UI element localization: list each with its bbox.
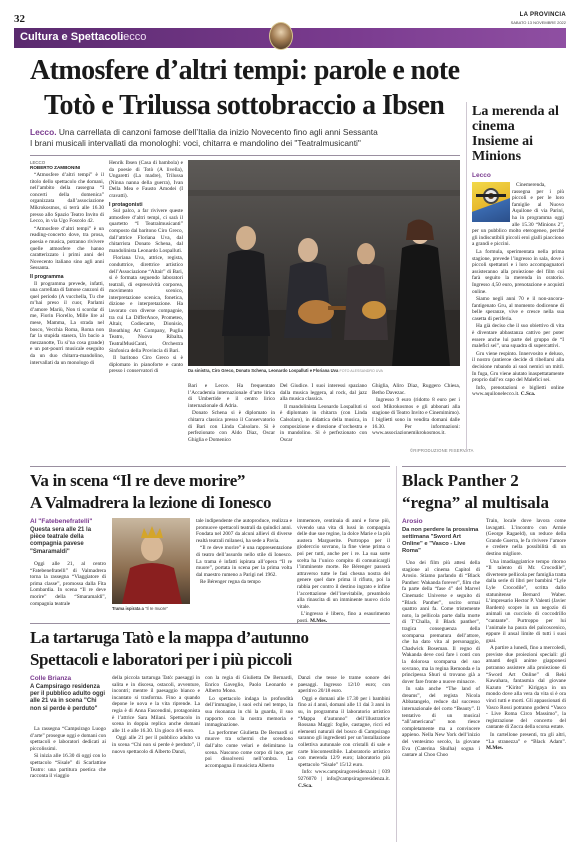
paragraph: tale indipendente che autoproduce, realizza e promuove spettacoli teatrali da quindici anni. Fondata nel 2007 da alcuni allievi di diverse realtà teatrali milanesi, ha sede a Pavia. <box>196 518 292 544</box>
copyright-note: ©RIPRODUZIONE RISERVATA <box>410 448 474 453</box>
photo-caption-lead: Trama ispirata a <box>112 606 144 611</box>
main-col-1 <box>30 160 104 450</box>
paragraph <box>298 769 390 789</box>
section-banner <box>14 28 566 48</box>
tato-kicker: Colle Brianza <box>30 675 72 682</box>
paragraph: Oggi alle 21, al centro “Fatebenefratelli” di Valmadrera torna la rassegna “Viaggiatore di prima classe”, promossa dalla Fita Lombardia. In scena “Il re deve morire” della “Smaramaldi”, compagnia teatrale <box>30 561 106 607</box>
lead-text-2: I brani musicali intervallati da monologhi: voci, chitarra e mandolino dei "Teatralmusicanti" <box>30 138 361 148</box>
king-illustration <box>112 518 190 604</box>
info-text: L’ingresso è libero, fino a esaurimento posti. <box>297 611 390 624</box>
info-text: Info, prenotazioni e biglietti online www.aquilonelecco.it. <box>472 384 564 398</box>
panther-headline-2: “regna” al multisala <box>402 493 550 512</box>
minions-headline: La merenda al cinema Insieme ai Minions <box>472 104 559 164</box>
paragraph: Lo spettacolo indaga la profondità dell’immagine, i suoi echi nel tempo, la sua risonanza in chi la guarda, il suo rapporto con la nostra memoria e immaginazione. <box>205 695 293 729</box>
performer-figure <box>344 243 388 340</box>
performer-figure <box>392 219 450 366</box>
main-headline-2: Totò e Trilussa sottobraccio a Ibsen <box>44 90 445 121</box>
panther-col-1 <box>402 560 480 842</box>
paragraph: Train, locale dove lavora come lavagatti. L’incontro con Armie (George Ragaeld), un reduce della Grande Guerra, le fa rivivere l’amore e credere nella possibilità di un destino migliore. <box>486 518 566 557</box>
paragraph: Floriana Uva, attrice, regista, conduttrice, direttrice artistico dell’Associazione “Altair” di Bari, si è formata seguendo laboratori teatrali, di espressività corporea, movimento scenico, interpretazione scenica, fonetica, dizione e interpretazione. Ha lavorato con diverse compagnie, tra cui La DifferAnce, Prometeo, Altair, Codiecarte, Dionisio, Breathing Art Company, Puglia Teatro, Nuova Ribalta, TeatralMusiCanti, Orchestra Sinfonica della Provincia di Bari. <box>109 255 183 354</box>
paragraph: La performer Giulietta De Bernardi si muove tra schermi che scendono dall’alto come velari e delimitano la scena. Nascono come corpo di luce, per poi dissolversi nell’ombra. La accompagna il musicista Alberto <box>205 729 293 769</box>
issue-date: SABATO 13 NOVEMBRE 2022 <box>510 20 566 25</box>
main-col-1-text <box>30 172 104 366</box>
tato-col-1 <box>30 726 106 840</box>
paragraph: Henrik Ibsen (Casa di bambola) e da poesie di Totò (A livella), Ungaretti (La madre), Trilussa (Ninna nanna della guerra), Ivan Della Mea e Fausto Amodei (I cravatti). <box>109 160 183 199</box>
ionesco-col-2 <box>196 518 292 618</box>
panther-lede: Da non perdere la prossima settimana "Sword Art Online" e "Vasco - Live Roma" <box>402 527 479 554</box>
tato-col-2 <box>112 675 200 840</box>
subheading: Il programma <box>30 273 64 280</box>
paragraph: Re Bérenger regna da tempo <box>200 579 261 586</box>
paragraph: Ingresso 9 euro (ridotto 8 euro per i soci Mikrokosmos e gli abbonati alla stagione di Teatro Invito e Cinemimimo). I biglietti sono in vendita domani dalle 16.30. Per informazioni: www.associazionemikrokosmos.it. <box>372 397 460 437</box>
paragraph: Si inizia alle 16.30 di oggi con lo spettacolo “Sisale” di Scarlattine Teatro: una partitura poetica che racconta il viaggio <box>30 753 106 780</box>
performer-figure <box>222 226 270 366</box>
tato-col-4 <box>298 675 390 840</box>
main-headline-1: Atmosfere d’altri tempi: parole e note <box>30 55 460 86</box>
paragraph: Oggi e domani alle 17.30 per i bambini fino ai 4 anni, domani alle 11 dai 3 anni in su, in programma il laboratorio artistico “Mappa d’autunno” dell’illustratrice Rossana Maggi: foglie, castagne, ricci ed elementi naturali del bosco di Campsirago saranno gli ingredienti per un’installazione collettiva autunnale con cristalli di sale e carte biocomestibile. Laboratorio artistico con merenda 12/9 euro; laboratorio più spettacolo “Sisale” 15/12 euro. <box>298 695 390 768</box>
paragraph: Gru viene respinto. Innervosito e deluso, il nostro (antieroe decide di ribellarsi alla decisione rubando ai suoi nemici un mitil. In fuga, Gru viene aiutato inaspettatamente proprio dall’ex capo del Malefici sei. <box>472 350 564 384</box>
paragraph: Sul palco, a far rivivere queste atmosfere d’altri tempi, ci sarà il quartetto “I Teatralmusicanti” composto dal baritono Ciro Greco, dall’attrice Floriana Uva, dal chitarrista Donato Schena, dal mandolinista Leonardo Lospalluti. <box>109 208 183 254</box>
paragraph: “Atmosfere d’altri tempi” è il titolo dello spettacolo che domani, nell’ambito della rassegna “I concerti della domenica” organizzata dall’associazione Mikrokosmos, si terrà alle 16.30 presso allo Spazio Teatro Invito di Lecco, in via Ugo Foscolo 42. <box>30 172 104 225</box>
performers-photo <box>188 160 460 378</box>
tato-lede: A Campsirago residenza per il pubblico adulto oggi alle 21 va in scena "Chi non si perde è perduto" <box>30 684 105 712</box>
section-city: Lecco <box>117 31 147 43</box>
ionesco-headline-1: Va in scena “Il re deve morire” <box>30 471 246 490</box>
paragraph: immemore, centinaia di anni e forse più, vivendo una vita di lussi in compagnia delle due sue regine, la dolce Marie e la più austera Marguerite. Purtroppo per il gioderccio sovrano, la fine viene prima o poi per tutti, anche per i re. La sua sorte scelta ha l’unico compito di comunicargli l’imminente morte. Re Bérenger passerà attraverso tutte le fasi chesna nostra del genere quel dare prima il rifiuto, poi la rabbia per contro il destino ingrato e infine l’accettazione dell’inevitabile, preambolo alla rinascita di un imminente nuovo ciclo vitale. <box>297 518 390 610</box>
paragraph: Cinemerenda, rassegna per i più piccoli e per le loro famiglie al Nuovo Aquilone di via Parini, ha in programma oggi alle 15.30 “Minions 2”, per un pubblico molto eterogeneo, perché gli indiscutibili piccoli eroi gialli piacciono a grandi e piccini. <box>472 182 564 248</box>
section-title: Cultura e Spettacoli <box>20 31 124 43</box>
paragraph: con la regia di Giulietta De Bernardi, Enrico Gaveglio, Paolo Leonardo e Alberto Mono. <box>205 675 293 695</box>
byline: M.Mes. <box>486 745 504 752</box>
paragraph: della piccola tartaruga Tatò: paesaggi in salita e in discesa, ostacoli, avventure, incontri; mentre il paesaggio bianco e incantato si trasforma. Fino a quando depone le uova e la vita riprende. La regia è di Anna Fascendini, protagonista è l’attrice Sara Milani. Spettacolo in scena in doppia replica anche domani alle 11 e alle 16.30. Un gioco 4/6 euro. <box>112 675 200 734</box>
minions-city: Lecco <box>472 172 491 179</box>
paragraph: Ghiglia, Aliro Diaz, Ruggero Chiesa, Betho Davezac. <box>372 383 460 396</box>
paragraph: La formula, sperimentata nella prima stagione, prevede l’ingresso in sala, dove i piccoli spettatori e i loro accompagnatori assisteranno alla proiezione del film cui farà seguito la merenda in oratorio. Ingresso 4,50 euro, prenotazione e acquisti online. <box>472 248 564 295</box>
info-text: In cartellone presenti, tra gli altri, “La stranezza” e “Black Adam”. <box>486 732 566 745</box>
lead-text: Una carrellata di canzoni famose dell’Italia da inizio Novecento fino agli anni Sessanta <box>58 127 378 137</box>
paragraph: Uno dei film più attesi della stagione al cinema Capitol di Arosio. Stiamo parlando di “Black Panther: Wakanda forever”, film che fa parte della “fase 4” del Marvel Cinematic Universe e seguito di “Black Panther”, uscito ormai quattro anni fa. Come tristemente noto, la pellicola parte dalla morte di T’Challa, il Black panther”, tragica conseguenza della scomparsa prematura dell’attore, che ha dato vita al personaggio, Chadwick Boseman. Il regno di Wakanda deve così fare i conti con la dolorosa scomparsa del suo sovrano, ma la regina Remonda e la principessa Shuri si trovano già a dover fare fronte a nuove minacce. <box>402 560 480 685</box>
ionesco-col-3 <box>297 518 390 624</box>
paragraph: Siamo negli anni 70 e il non-ancora-fantigenato Gru, al momento dodicenne di belle speranze, vive e cresce nella sua casetta di periferia. <box>472 296 564 322</box>
ionesco-photo <box>112 518 190 604</box>
ionesco-lede: Questa sera alle 21 la pièce teatrale della compagnia pavese "Smaramaldi" <box>30 527 92 555</box>
paragraph: Il mandolinista Leonardo Lospalluti si è diplomato in chitarra (con Linda Calsolaro), in didattica della musica, in composizione e direzione d’orchestra e in mandolino. Si è perfezionato con Oscar <box>280 403 367 443</box>
main-col-2 <box>109 160 183 450</box>
panther-col-2 <box>486 518 566 842</box>
tato-col-3 <box>205 675 293 840</box>
paragraph: Il baritono Ciro Greco si è diplomato in pianoforte e canto presso i conservatori di <box>109 355 183 375</box>
paragraph: Una imadiaggiatrice tempo ritorno “Il talento di Mr. Crocodile”, divertente pellicola per famiglia tratta dalla serie di libri per bambini “Lyle Lyle Crocodile”, scritta dallo statunitense Bernard Waber. L’impresario Hector P. Valenti (Javier Bardem) scopre in un negozio di animali un cucciolo di coccodrillo “cantante”. Purtroppo per lui l’animale ha paura del palcoscenico, eppure il ansal limite di tutti i suoi guai. <box>486 558 567 644</box>
paragraph: Donato Schena si è diplomato in chitarra classica presso il Conservatorio di Bari con Linda Calsolaro. Si è perfezionato con Aldo Diaz, Oscar Ghiglia e Domenico <box>188 410 275 443</box>
photo-credit: FOTO ALESSANDRO UVA <box>339 369 383 373</box>
paragraph: Bari e Lecce. Ha frequentato l’Accademia internazionale d’arte lirica di Umbertide e il centro lirico internazionale di Adria. <box>188 383 275 409</box>
byline: C.Sca. <box>298 782 313 789</box>
paragraph: Danzi che tesse le trame sonore dei paesaggi. Ingresso 12/10 euro; con aperitivo 20/18 euro. <box>298 675 390 695</box>
ionesco-col-1 <box>30 561 106 617</box>
byline: M.Mes. <box>309 617 328 624</box>
tato-headline-2: Spettacoli e laboratori per i più piccoli <box>30 650 292 669</box>
ionesco-caption <box>112 606 190 611</box>
paragraph: In sala anche “The land of dreams”, del regista Nicola Abbatangelo, reduce dal successo internazionale del corto “Beauty”. Il tentativo di un musical “all’americana” non riesce completamente ma a convincere appieno. Nella New York dell’inizio del ventesimo secolo, la giovane Eva (Caterina Shulha) sogna i cantare al Choo Choo <box>402 686 480 759</box>
main-col-4 <box>280 383 367 451</box>
portrait-icon <box>269 22 293 50</box>
paragraph: “Atmosfere d’altri tempi” è un reading-concerto dove, tra prosa, poesia e musica, potranno rivivere quelle atmosfere che hanno caratterizzato i primi anni del Novecento italiano sino agli anni Sessanta. <box>30 225 104 272</box>
minions-text <box>472 182 564 452</box>
subheading: I protagonisti <box>109 201 143 208</box>
panther-headline-1: Black Panther 2 <box>402 471 519 490</box>
paragraph: Del Giudice. I suoi interessi spaziano dalla musica leggera, al rock, dal jazz alla musica classica. <box>280 383 367 403</box>
ionesco-kicker: Al "Fatebenefratelli" <box>30 518 93 525</box>
paragraph: A partire a lunedì, fino a mercoledì, previste due proiezioni speciali: gli amanti degli anime giapponesi potranno assistere alla proiezione di “Sword Art Online” di Reki Kawahara, fantasmia dal giovane Kazuto “Kirito” Kirigaya in un mondo dove alla vera da vita si è ora vinci tutti e morti. Gli appassionati di Vasco Rossi potranno godersi “Vasco - Live Roma Circo Massimo”, la registrazione del concerto del cantante di Zocca della scorsa estate. <box>486 645 566 731</box>
paragraph: Oggi alle 21 per il pubblico adulto va in scena “Chi non si perde è perduto”, il nuovo spettacolo di Alberto Danzi, <box>112 735 200 755</box>
info-text: Info: www.campsiragoresidenza.it | 039 9276070 | info@campsiragoresidenza.it. <box>298 769 390 782</box>
paragraph: “Il re deve morire” è una rappresentazione di teatro dell’assurdo nello stile di Ionesco. La trama è infatti ispirata all’opera “Il re muore”, portata in scena per la prima volta dal maestro rumeno a Parigi nel 1962. <box>196 545 292 578</box>
page-number: 32 <box>14 13 25 25</box>
main-col-3 <box>188 383 275 451</box>
city-label: LECCO <box>30 160 46 165</box>
byline: ROBERTO ZAMBONINI <box>30 165 81 170</box>
paragraph <box>472 385 564 398</box>
photo-caption: Da sinistra, Ciro Greco, Donato Schena, Leonardo Lospalluti e Floriana Uva <box>188 368 339 373</box>
paragraph: La rassegna “Campsirago Luogo d’arte” prosegue oggi e domani con spettacoli e laboratori dedicati ai piccolissimi. <box>30 726 106 752</box>
ionesco-headline-2: A Valmadrera la lezione di Ionesco <box>30 493 272 512</box>
main-lead <box>30 127 460 149</box>
main-col-5 <box>372 383 460 451</box>
byline: C.Sca. <box>520 391 536 398</box>
masthead: LA PROVINCIA <box>519 12 566 18</box>
paragraph <box>486 732 566 752</box>
paragraph: Il programma prevede, infatti, una carrellata di famose canzoni di quel periodo (A vucchella, Tu che m’hai preso il cuor, Parlami d’amore Mariù, Non ti scordar di me, Fiorin Fiorello, Mille lire al mese, Mamma, La strada nel bosco, Vecchia Roma, Roma non far la stupida stasera, Un bacio a mezzanotte, Tu si’na cosa grande) e un pot-pourri musicale eseguito da un duo chitarra-mandolino, intervallati da un monologo di <box>30 280 104 366</box>
lead-city: Lecco. <box>30 127 57 137</box>
tato-headline-1: La tartaruga Tatò e la mappa d’autunno <box>30 628 309 647</box>
photo-caption-wrap <box>188 368 383 373</box>
panther-kicker: Arosio <box>402 518 423 525</box>
paragraph: Ha già deciso che il suo obiettivo di vita è diventare abbastanza cattivo per poter essere anche lui parte del gruppo de “I malefici sei”, una squadra di supercattivi. <box>472 323 564 350</box>
photo-caption: “Il re muore” <box>145 606 168 611</box>
performers-illustration <box>188 160 460 378</box>
